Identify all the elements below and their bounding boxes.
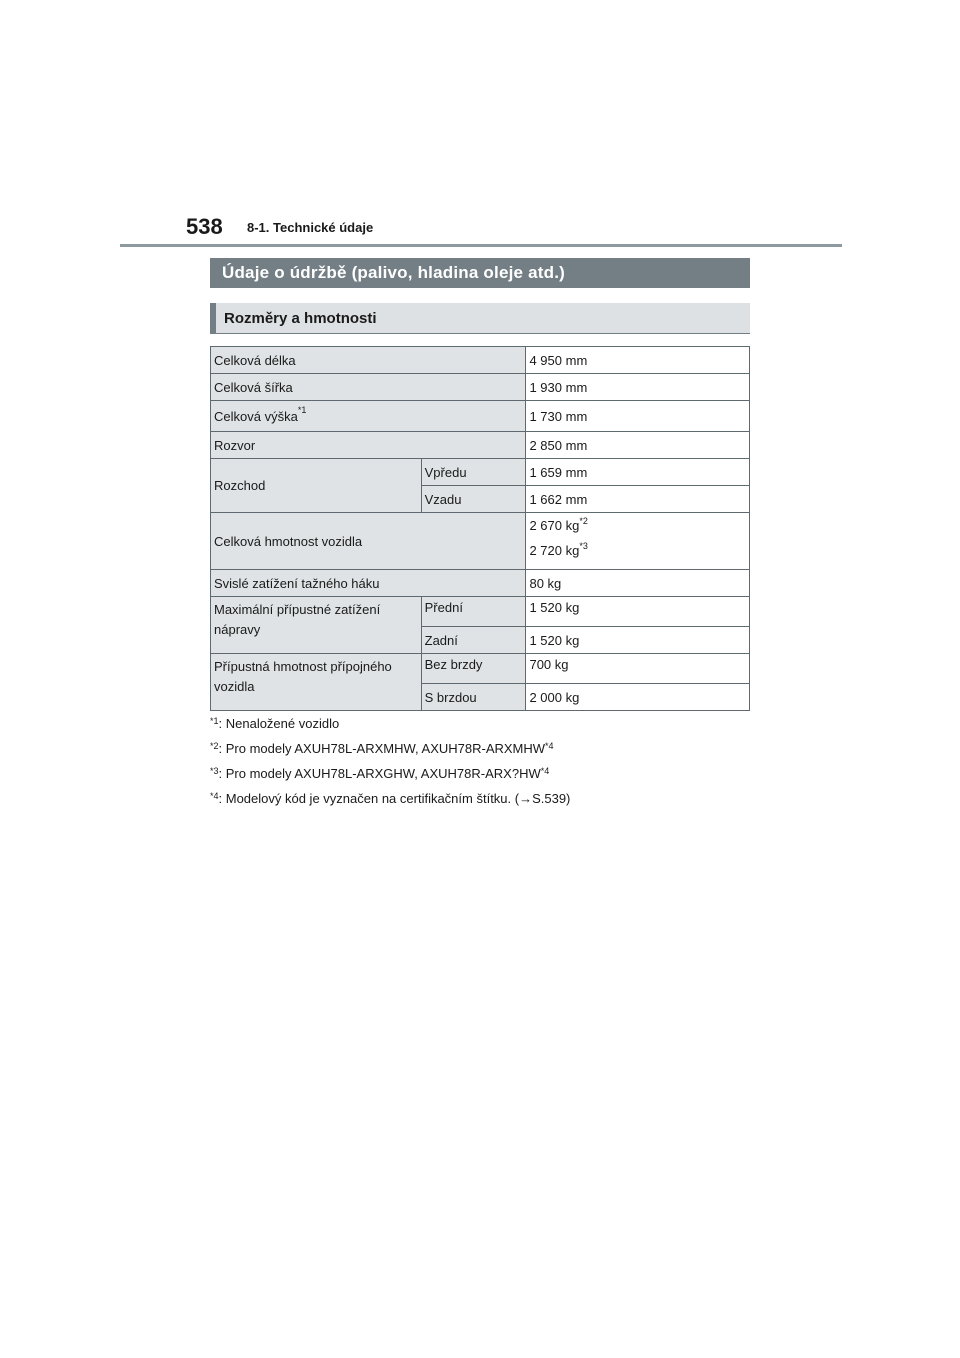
table-row (211, 513, 750, 570)
footnote-text: : Nenaložené vozidlo (218, 716, 340, 731)
table-row (211, 432, 750, 459)
value-line (529, 516, 746, 535)
main-heading: Údaje o údržbě (palivo, hladina oleje atd.) (210, 258, 750, 288)
sub-label: Vzadu (421, 486, 526, 513)
sub-label: Zadní (421, 627, 526, 654)
table-row (211, 597, 750, 627)
footnote-text: : Modelový kód je vyznačen na certifikačním štítku. (→S.539) (218, 791, 571, 806)
row-value: 1 659 mm (526, 459, 750, 486)
sub-label: Přední (421, 597, 526, 627)
table-row (211, 570, 750, 597)
row-value: 1 730 mm (526, 401, 750, 432)
sub-label: Vpředu (421, 459, 526, 486)
row-value: 2 000 kg (526, 684, 750, 711)
footnote-ref: *4 (545, 741, 554, 751)
row-label: Celková hmotnost vozidla (211, 513, 526, 570)
footnote-mark: *1 (210, 716, 219, 726)
row-value: 80 kg (526, 570, 750, 597)
footnote (210, 791, 570, 807)
value-line (529, 541, 746, 560)
row-value: 1 520 kg (526, 597, 750, 627)
table-row (211, 654, 750, 684)
row-value: 4 950 mm (526, 347, 750, 374)
row-value (526, 513, 750, 570)
footnotes (210, 716, 570, 816)
row-value: 1 662 mm (526, 486, 750, 513)
row-label-text: Celková výška (214, 408, 298, 424)
sub-label: S brzdou (421, 684, 526, 711)
footnote-mark: *2 (210, 741, 219, 751)
footnote-text: : Pro modely AXUH78L-ARXMHW, AXUH78R-ARXMHW (218, 741, 546, 756)
table-row (211, 401, 750, 432)
footnote-mark: *3 (210, 766, 219, 776)
footnote (210, 716, 570, 732)
row-label: Svislé zatížení tažného háku (211, 570, 526, 597)
row-label: Maximální přípustné zatížení nápravy (211, 597, 422, 654)
footnote-ref: *4 (540, 766, 550, 776)
section-title: 8-1. Technické údaje (247, 220, 374, 235)
sub-label: Bez brzdy (421, 654, 526, 684)
row-value: 2 850 mm (526, 432, 750, 459)
row-value: 1 520 kg (526, 627, 750, 654)
row-label: Rozchod (211, 459, 422, 513)
table-row (211, 347, 750, 374)
footnote-ref: *2 (579, 516, 588, 526)
row-label (211, 401, 526, 432)
value-text: 2 720 kg (529, 543, 580, 558)
page-number: 538 (186, 214, 223, 239)
footnote-text: : Pro modely AXUH78L-ARXGHW, AXUH78R-ARX?HW (218, 766, 541, 781)
table-row (211, 459, 750, 486)
dimensions-table (210, 346, 750, 711)
value-text: 2 670 kg (529, 518, 580, 533)
table-row (211, 374, 750, 401)
row-label: Celková šířka (211, 374, 526, 401)
footnote (210, 741, 570, 757)
row-label: Celková délka (211, 347, 526, 374)
row-label: Rozvor (211, 432, 526, 459)
row-value: 700 kg (526, 654, 750, 684)
sub-heading: Rozměry a hmotnosti (210, 303, 750, 334)
footnote (210, 766, 570, 782)
row-value: 1 930 mm (526, 374, 750, 401)
footnote-ref: *1 (297, 404, 307, 415)
header-divider (120, 244, 842, 247)
row-label: Přípustná hmotnost přípojného vozidla (211, 654, 422, 711)
footnote-mark: *4 (210, 791, 219, 801)
footnote-ref: *3 (579, 541, 588, 551)
